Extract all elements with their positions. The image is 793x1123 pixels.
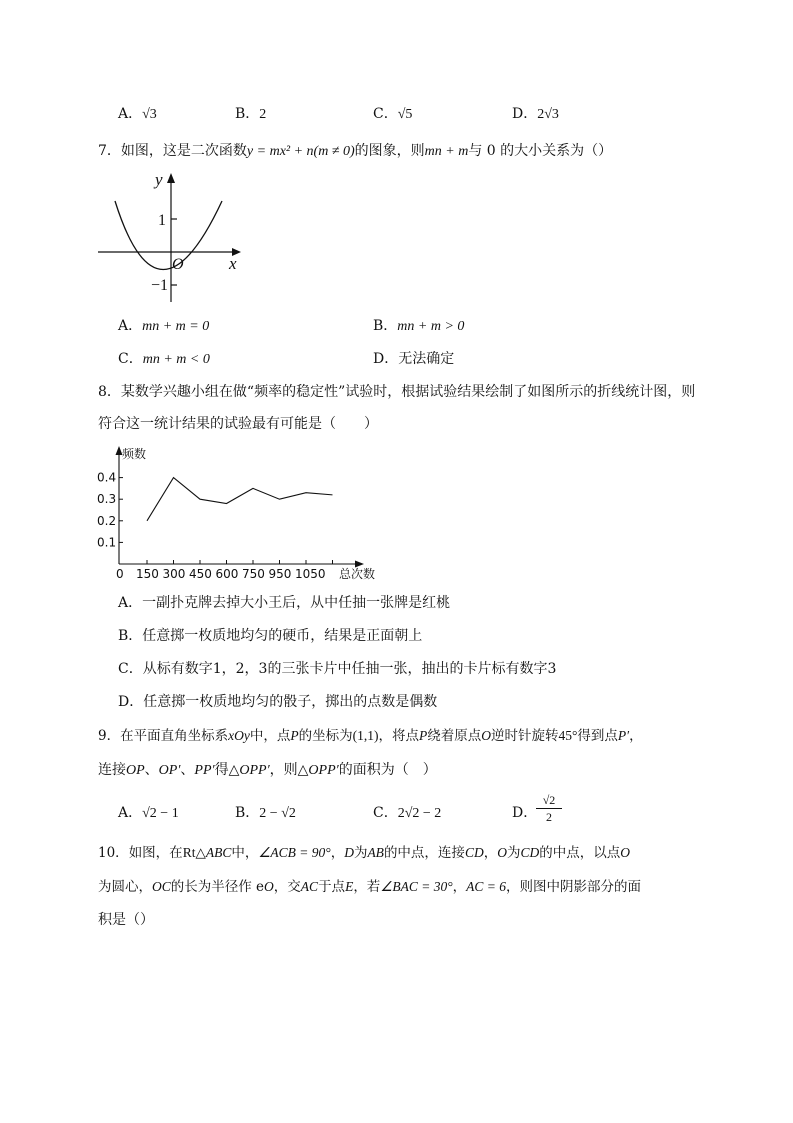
- chart-y-tick-label: 0.4: [97, 470, 117, 485]
- y-axis-arrow: [167, 173, 175, 183]
- option-letter: D．: [512, 805, 538, 821]
- stem-text: 连接: [98, 762, 126, 778]
- math-angle: 45°: [558, 728, 578, 743]
- chart-x-tick-label: 300: [162, 567, 186, 581]
- option-letter: C．: [373, 805, 398, 821]
- frequency-line-chart: [95, 440, 395, 585]
- option-letter: B．: [235, 106, 260, 122]
- stem-text: ，将点: [378, 728, 419, 744]
- stem-text: 的坐标为: [298, 728, 353, 744]
- math-coordinate: (1,1): [352, 728, 379, 743]
- chart-y-tick-label: 0.1: [97, 535, 117, 550]
- stem-text: 为: [506, 845, 521, 861]
- option-text: mn + m = 0: [142, 319, 210, 334]
- chart-y-tick-label: 0.3: [97, 492, 117, 507]
- option-letter: C．: [373, 106, 398, 122]
- option-letter: C．: [118, 351, 143, 367]
- math-xoy: xOy: [228, 728, 250, 743]
- math-point-p: P: [418, 728, 428, 743]
- expression: mn + m: [424, 144, 469, 159]
- parabola-graph: [95, 168, 245, 306]
- math-point-o: O: [620, 845, 630, 860]
- chart-x-axis-title: 总次数: [339, 567, 376, 581]
- chart-series-line: [147, 478, 333, 521]
- option-text: 一副扑克牌去掉大小王后，从中任抽一张牌是红桃: [142, 595, 451, 611]
- math-point-o: O: [264, 879, 274, 894]
- q9-option-d: [512, 803, 537, 823]
- math-ac-length: AC = 6: [466, 879, 507, 894]
- q8-stem-line1: [98, 382, 695, 402]
- formula: y = mx² + n(m ≠ 0): [246, 144, 355, 159]
- chart-origin-label: 0: [116, 567, 124, 581]
- math-segment-ab: AB: [367, 845, 384, 860]
- stem-text: 得到点: [577, 728, 618, 744]
- option-text: mn + m < 0: [142, 352, 210, 367]
- q9-stem-line1: [98, 726, 643, 746]
- option-text: √3: [142, 107, 157, 122]
- stem-text: 的面积为（ ）: [338, 762, 437, 778]
- stem-text: 积是（）: [98, 912, 154, 928]
- math-segment-oc: OC: [152, 879, 171, 894]
- option-text: 任意掷一枚质地均匀的硬币，结果是正面朝上: [142, 628, 423, 644]
- option-text: mn + m > 0: [397, 319, 465, 334]
- stem-text: ，: [629, 728, 643, 744]
- stem-text: 绕着原点: [427, 728, 482, 744]
- q8-stem-line2: [98, 414, 378, 434]
- stem-text: 如图，在: [128, 845, 183, 861]
- question-number: 10．: [98, 845, 129, 861]
- stem-text: ，交: [273, 879, 301, 895]
- tick-label-negative: −1: [151, 277, 169, 294]
- q8-option-c: [118, 659, 556, 679]
- stem-text: 、: [144, 762, 159, 778]
- q10-stem-line3: [98, 910, 154, 930]
- q10-stem-line2: [98, 877, 641, 897]
- origin-label: O: [172, 256, 184, 273]
- math-segment: OP: [126, 763, 145, 778]
- q9-option-c: [373, 803, 441, 824]
- option-text: 2√2 − 2: [397, 806, 442, 821]
- fraction-numerator: √2: [536, 793, 562, 809]
- fraction-denominator: 2: [546, 810, 552, 824]
- stem-text: ，: [330, 845, 345, 861]
- chart-x-tick-label: 450: [189, 567, 212, 581]
- stem-text: 中，: [231, 845, 259, 861]
- math-point-o: O: [497, 845, 507, 860]
- option-letter: B．: [235, 805, 260, 821]
- q6-option-b: [235, 104, 266, 125]
- math-angle-acb: ∠ACB = 90°: [258, 845, 331, 860]
- math-rt-triangle: Rt△: [182, 845, 206, 860]
- stem-text: 中，点: [249, 728, 291, 744]
- q7-option-c: [118, 349, 210, 370]
- chart-x-tick-label: 950: [268, 567, 292, 581]
- q8-option-d: [118, 692, 437, 712]
- stem-text: ，若: [353, 879, 381, 895]
- math-segment-cd: CD: [520, 845, 540, 860]
- stem-text: 符合这一统计结果的试验最有可能是（ ）: [98, 416, 378, 432]
- stem-text: 于点: [318, 879, 346, 895]
- stem-text: 逆时针旋转: [490, 728, 559, 744]
- chart-y-tick-label: 0.2: [97, 513, 117, 528]
- option-letter: C．: [118, 661, 143, 677]
- math-triangle: OPP′: [308, 763, 339, 778]
- stem-text: 、: [180, 762, 195, 778]
- q6-option-d: [512, 104, 559, 125]
- q6-option-a: [118, 104, 157, 125]
- q6-option-c: [373, 104, 412, 125]
- option-text: 无法确定: [398, 351, 455, 367]
- math-angle-bac: ∠BAC = 30°: [380, 879, 453, 894]
- chart-y-axis-title: 频数: [122, 447, 147, 461]
- chart-x-tick-label: 750: [242, 567, 265, 581]
- option-letter: A．: [118, 595, 143, 611]
- chart-x-tick-label: 1050: [295, 567, 326, 581]
- stem-text: ，则图中阴影部分的面: [506, 879, 642, 895]
- x-axis-label: x: [229, 254, 237, 273]
- stem-text: ，: [483, 845, 498, 861]
- option-letter: A．: [118, 106, 143, 122]
- stem-text: 如图，这是二次函数: [120, 143, 247, 159]
- stem-text: ，则△: [269, 762, 309, 778]
- stem-text: 的图象，则: [354, 143, 425, 159]
- stem-text: 与 0 的大小关系为（）: [468, 143, 613, 159]
- q7-option-a: [118, 316, 209, 337]
- chart-x-ticks: [136, 560, 333, 581]
- option-text: √2 − 1: [142, 806, 179, 821]
- option-letter: A．: [118, 805, 143, 821]
- option-letter: D．: [512, 106, 538, 122]
- option-letter: D．: [118, 694, 144, 710]
- option-letter: D．: [373, 351, 399, 367]
- question-number: 8．: [98, 384, 121, 400]
- stem-text: 的中点，连接: [383, 845, 465, 861]
- option-text: 2: [259, 107, 267, 122]
- q8-option-a: [118, 593, 450, 613]
- stem-text: 得△: [214, 762, 240, 778]
- tick-label-positive: 1: [158, 212, 166, 229]
- option-letter: B．: [118, 628, 143, 644]
- math-triangle: OPP′: [239, 763, 270, 778]
- q8-option-b: [118, 626, 422, 646]
- math-point-e: E: [345, 879, 354, 894]
- stem-text: 某数学兴趣小组在做“频率的稳定性”试验时，根据试验结果绘制了如图所示的折线统计图，则: [120, 384, 696, 400]
- q9-stem-line2: [98, 760, 437, 781]
- math-segment-cd: CD: [464, 845, 484, 860]
- q9-option-a: [118, 803, 179, 824]
- q7-stem: [98, 141, 612, 162]
- question-number: 9．: [98, 728, 121, 744]
- stem-text: 为圆心，: [98, 879, 152, 895]
- option-letter: A．: [118, 318, 143, 334]
- q7-option-b: [373, 316, 464, 337]
- chart-x-tick-label: 150: [136, 567, 159, 581]
- q9-option-d-fraction: [536, 793, 562, 824]
- q10-stem-line1: [98, 843, 630, 863]
- math-segment: OP′: [158, 763, 181, 778]
- stem-text: ，: [452, 879, 467, 895]
- question-number: 7．: [98, 143, 121, 159]
- option-letter: B．: [373, 318, 398, 334]
- option-text: 2 − √2: [259, 806, 296, 821]
- option-text: 任意掷一枚质地均匀的骰子，掷出的点数是偶数: [143, 694, 438, 710]
- math-point-p: P: [290, 728, 299, 743]
- stem-text: 的长为半径作 e: [170, 879, 265, 895]
- chart-x-tick-label: 600: [215, 567, 239, 581]
- parabola-curve: [115, 201, 222, 270]
- option-text: √5: [397, 107, 413, 122]
- q9-option-b: [235, 803, 296, 824]
- math-point-o: O: [481, 728, 491, 743]
- math-point-p-prime: P′: [617, 728, 630, 743]
- stem-text: 在平面直角坐标系: [120, 728, 229, 744]
- option-text: 从标有数字1，2，3的三张卡片中任抽一张，抽出的卡片标有数字3: [142, 661, 557, 677]
- math-segment: PP′: [194, 763, 215, 778]
- stem-text: 的中点，以点: [539, 845, 621, 861]
- math-point-d: D: [344, 845, 354, 860]
- q7-option-d: [373, 349, 454, 369]
- math-segment-ac: AC: [300, 879, 319, 894]
- option-text: 2√3: [537, 107, 559, 122]
- y-axis-label: y: [155, 170, 163, 189]
- math-abc: ABC: [205, 845, 232, 860]
- stem-text: 为: [353, 845, 368, 861]
